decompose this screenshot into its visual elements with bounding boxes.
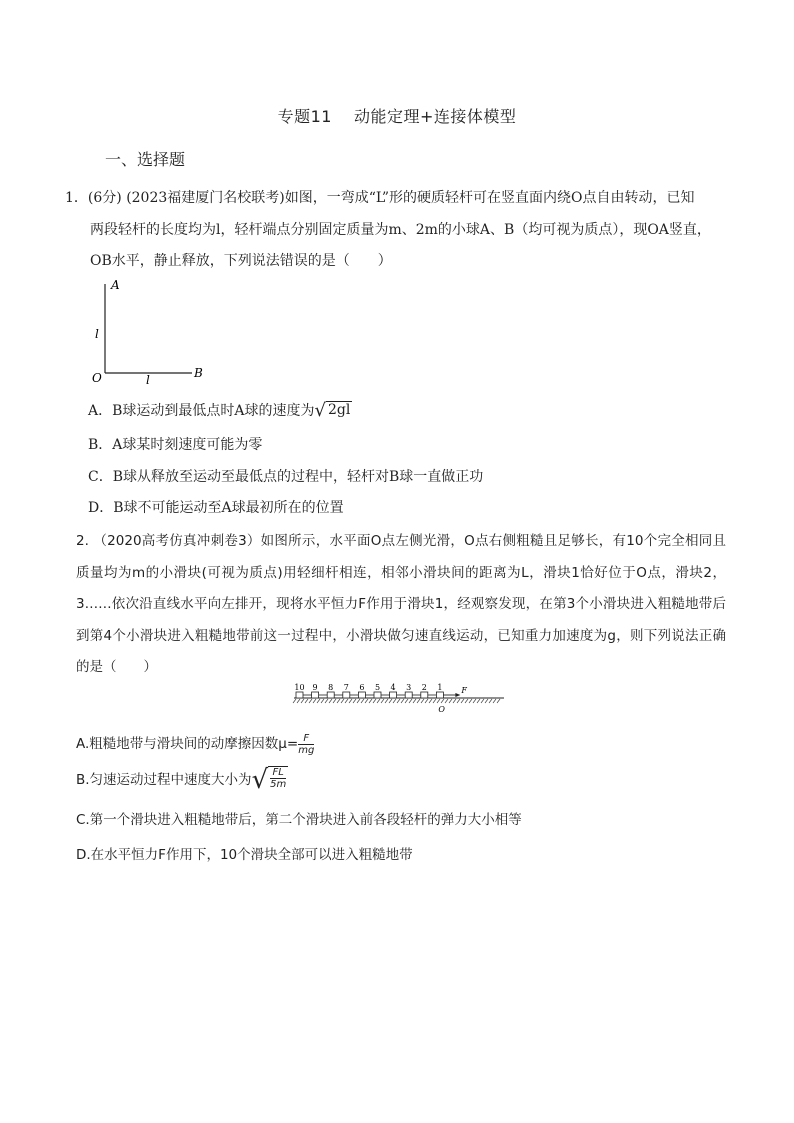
- block-number-label: 6: [359, 683, 365, 692]
- label-l-horizontal: l: [146, 373, 150, 387]
- ground-hatch: [349, 699, 352, 703]
- ground-hatch: [357, 699, 360, 703]
- l-shaped-rod-figure: [88, 276, 213, 388]
- ground-hatch: [321, 699, 324, 703]
- label-a: A: [111, 278, 120, 292]
- q1-line-3: OB水平，静止释放，下列说法错误的是（ ）: [90, 253, 392, 269]
- slider-block: [436, 692, 443, 698]
- ground-hatch: [493, 699, 496, 703]
- ground-hatch: [481, 699, 484, 703]
- ground-hatch: [429, 699, 432, 703]
- label-b: B: [194, 366, 203, 380]
- label-o: O: [92, 371, 102, 385]
- slider-block: [374, 692, 381, 698]
- block-number-label: 3: [406, 683, 412, 692]
- block-number-label: 2: [421, 683, 427, 692]
- sliding-blocks-figure: [286, 680, 508, 714]
- fraction-fl-over-5m: $\frac{FL}{5m}$: [270, 767, 287, 790]
- ground-hatch: [421, 699, 424, 703]
- q2-option-a: [76, 732, 314, 756]
- ground-hatch: [413, 699, 416, 703]
- slider-block: [343, 692, 350, 698]
- ground-hatch: [361, 699, 364, 703]
- ground-hatch: [489, 699, 492, 703]
- slider-block: [421, 692, 428, 698]
- ground-hatch: [441, 699, 444, 703]
- topic-name: 动能定理+连接体模型: [353, 107, 517, 126]
- q2-option-d: D.在水平恒力F作用下，10个滑块全部可以进入粗糙地带: [76, 847, 413, 863]
- sqrt-content: 2gl: [326, 401, 352, 421]
- ground-hatch: [453, 699, 456, 703]
- q1-line-1: 1．(6分) (2023福建厦门名校联考)如图，一弯成“L”形的硬质轻杆可在竖直面内绕O点自由转动，已知: [65, 190, 695, 206]
- ground-hatch: [461, 699, 464, 703]
- q1-option-a-text: A．B球运动到最低点时A球的速度为: [88, 403, 315, 419]
- q1-option-d: D．B球不可能运动至A球最初所在的位置: [88, 500, 344, 516]
- ground-hatch: [369, 699, 372, 703]
- q2-option-c: C.第一个滑块进入粗糙地带后，第二个滑块进入前各段轻杆的弹力大小相等: [76, 812, 522, 828]
- slider-block: [390, 692, 397, 698]
- ground-hatch: [345, 699, 348, 703]
- ground-hatch: [469, 699, 472, 703]
- force-arrow-head: [455, 693, 460, 697]
- ground-hatch: [401, 699, 404, 703]
- sqrt-expression: √ 2gl: [314, 400, 351, 421]
- ground-hatch: [497, 699, 500, 703]
- q2-option-b: [76, 766, 288, 794]
- ground-hatch: [385, 699, 388, 703]
- ground-hatch: [457, 699, 460, 703]
- slider-block: [312, 692, 319, 698]
- label-l-vertical: l: [95, 327, 99, 341]
- ground-hatch: [313, 699, 316, 703]
- block-number-label: 7: [343, 683, 349, 692]
- block-number-label: 5: [374, 683, 381, 692]
- ground-hatch: [485, 699, 488, 703]
- origin-label: O: [438, 705, 445, 714]
- ground-hatch: [341, 699, 344, 703]
- ground-hatch: [293, 699, 296, 703]
- block-number-label: 8: [328, 683, 334, 692]
- block-number-label: 4: [390, 683, 396, 692]
- ground-hatch: [353, 699, 356, 703]
- ground-hatch: [309, 699, 312, 703]
- ground-hatch: [317, 699, 320, 703]
- block-number-label: 1: [437, 683, 443, 692]
- ground-hatch: [409, 699, 412, 703]
- ground-hatch: [329, 699, 332, 703]
- q2-option-b-text: B.匀速运动过程中速度大小为: [76, 772, 252, 788]
- ground-hatch: [325, 699, 328, 703]
- page-title: [0, 104, 794, 127]
- ground-hatch: [465, 699, 468, 703]
- ground-hatch: [437, 699, 440, 703]
- ground-hatch: [365, 699, 368, 703]
- sqrt-expression: √ $\frac{FL}{5m}$: [251, 765, 287, 795]
- q1-option-a: [88, 400, 352, 421]
- q1-option-b: B．A球某时刻速度可能为零: [88, 437, 263, 453]
- section-heading: 一、选择题: [105, 150, 186, 169]
- ground-hatch: [373, 699, 376, 703]
- slider-block: [405, 692, 412, 698]
- ground-hatch: [393, 699, 396, 703]
- ground-hatch: [473, 699, 476, 703]
- ground-hatch: [397, 699, 400, 703]
- q1-option-c: C．B球从释放至运动至最低点的过程中，轻杆对B球一直做正功: [88, 469, 484, 485]
- ground-hatch: [305, 699, 308, 703]
- q1-line-2: 两段轻杆的长度均为l，轻杆端点分别固定质量为m、2m的小球A、B（均可视为质点），现OA竖直，: [90, 221, 711, 238]
- q2-option-a-text: A.粗糙地带与滑块间的动摩擦因数μ=: [76, 736, 299, 752]
- ground-hatch: [477, 699, 480, 703]
- ground-hatch: [333, 699, 336, 703]
- question-1: [65, 183, 730, 278]
- ground-hatch: [449, 699, 452, 703]
- ground-hatch: [389, 699, 392, 703]
- ground-hatch: [425, 699, 428, 703]
- ground-hatch: [381, 699, 384, 703]
- question-2-stem: 2. （2020高考仿真冲刺卷3）如图所示，水平面O点左侧光滑，O点右侧粗糙且足够长，有10个完全相同且质量均为m的小滑块(可视为质点)用轻细杆相连，相邻小滑块间的距离为L，滑块1恰好位于O点，滑块2，3……依次沿直线水平向左排开，现将水平恒力F作用于滑块1，经观察发现，在第3个小滑块进入粗糙地带后到第4个小滑块进入粗糙地带前这一过程中，小滑块做匀速直线运动，已知重力加速度为g，则下列说法正确的是（ ）: [76, 533, 726, 676]
- ground-hatch: [297, 699, 300, 703]
- topic-number: 专题11: [277, 107, 332, 126]
- slider-block: [296, 692, 303, 698]
- slider-block: [358, 692, 365, 698]
- ground-hatch: [405, 699, 408, 703]
- ground-hatch: [337, 699, 340, 703]
- fraction-f-over-mg: $\frac{F}{mg}$: [298, 732, 315, 756]
- ground-hatch: [433, 699, 436, 703]
- ground-hatch: [301, 699, 304, 703]
- ground-hatch: [417, 699, 420, 703]
- block-number-label: 9: [312, 683, 318, 692]
- force-label: F: [461, 686, 467, 695]
- ground-hatch: [377, 699, 380, 703]
- ground-hatch: [445, 699, 448, 703]
- slider-block: [327, 692, 334, 698]
- block-number-label: 10: [294, 683, 305, 692]
